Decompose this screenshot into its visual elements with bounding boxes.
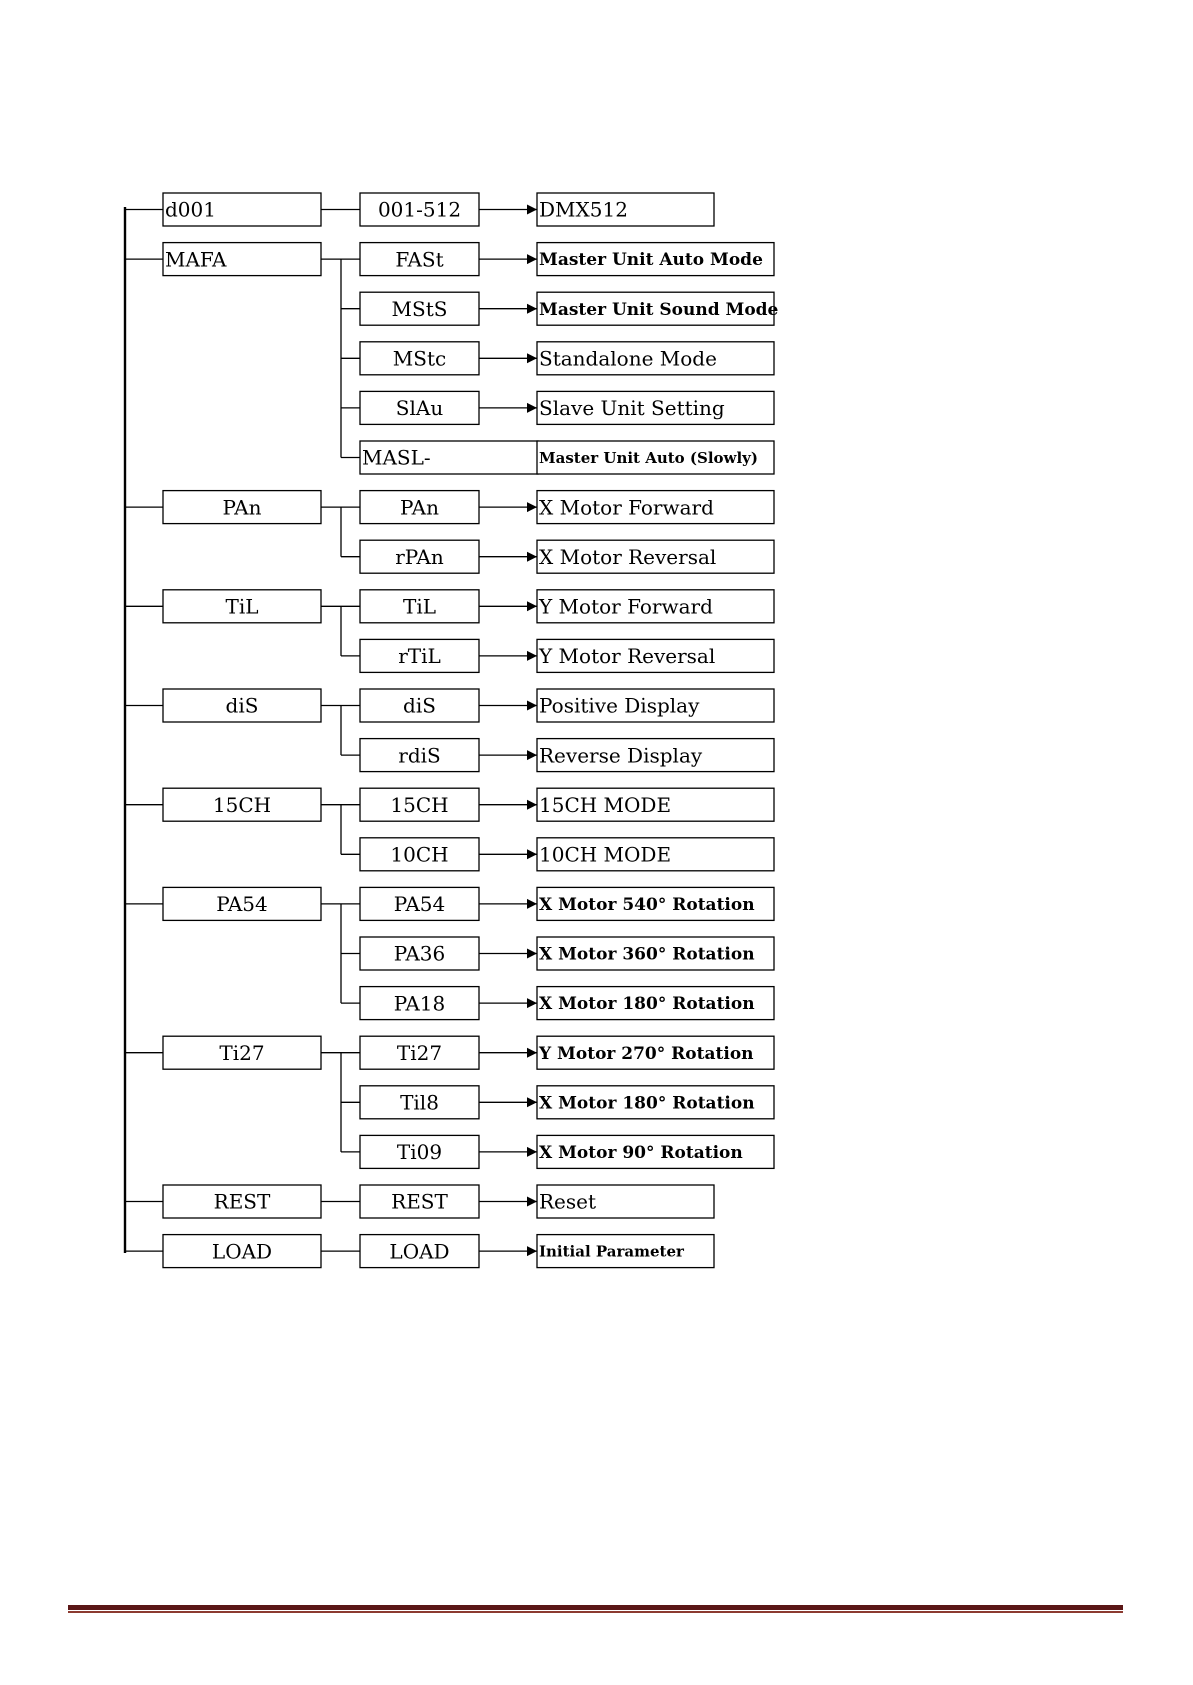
option-ti27-label: Ti27 [396,1040,443,1065]
result-6-0 [537,887,774,920]
arrow-head [527,1048,537,1058]
result-1-0 [537,243,774,276]
result-0-0-label: DMX512 [539,197,628,222]
menu-item-rest-label: REST [213,1189,271,1214]
result-5-1 [537,838,774,871]
result-6-2-label: X Motor 180° Rotation [539,994,755,1015]
result-5-0-label: 15CH MODE [539,792,672,817]
option-til-label: TiL [402,594,437,619]
result-1-2-label: Standalone Mode [539,346,717,371]
option-pan-label: PAn [400,495,439,520]
result-7-2 [537,1135,774,1168]
option-rtil-label: rTiL [398,644,441,669]
result-1-4 [537,441,774,474]
arrow-head [527,998,537,1008]
arrow-head [527,552,537,562]
option-pan [360,491,479,524]
result-3-0-label: Y Motor Forward [539,594,713,619]
option-dis-label: diS [403,693,436,718]
arrow-head [527,899,537,909]
option-til8-label: Til8 [400,1090,439,1115]
arrow-head [527,651,537,661]
menu-item-til-label: TiL [225,594,259,619]
diagram-nodes [163,193,779,1268]
result-6-1-label: X Motor 360° Rotation [539,944,755,965]
result-7-0-label: Y Motor 270° Rotation [539,1043,754,1064]
option-mstc [360,342,479,375]
arrow-head [527,849,537,859]
arrow-head [527,1147,537,1157]
arrow-head [527,1246,537,1256]
result-9-0-label: Initial Parameter [539,1242,684,1261]
option-rest [360,1185,479,1218]
result-2-1 [537,540,774,573]
result-8-0 [537,1185,714,1218]
option-msts [360,292,479,325]
option-10ch [360,838,479,871]
menu-item-ti27-label: Ti27 [219,1040,265,1065]
result-2-0 [537,491,774,524]
menu-item-15ch-label: 15CH [212,792,272,817]
arrow-head [527,949,537,959]
option-slau [360,391,479,424]
result-1-3 [537,391,774,424]
arrow-head [527,353,537,363]
option-pa18 [360,987,479,1020]
result-4-0-label: Positive Display [539,693,700,718]
option-fast [360,243,479,276]
result-7-1-label: X Motor 180° Rotation [539,1093,755,1114]
menu-item-load-label: LOAD [211,1239,273,1264]
menu-item-pan [163,491,321,524]
arrow-head [527,403,537,413]
result-7-1 [537,1086,774,1119]
result-5-1-label: 10CH MODE [539,842,672,867]
result-6-0-label: X Motor 540° Rotation [539,895,755,916]
result-3-0 [537,590,774,623]
arrow-head [527,701,537,711]
option-masl-label: MASL- [362,445,431,470]
option-pa36-label: PA36 [393,941,446,966]
result-7-2-label: X Motor 90° Rotation [539,1143,743,1164]
result-6-1 [537,937,774,970]
menu-item-rest [163,1185,321,1218]
option-ti09-label: Ti09 [396,1140,443,1165]
arrow-head [527,254,537,264]
result-6-2 [537,987,774,1020]
result-2-1-label: X Motor Reversal [539,544,717,569]
arrow-head [527,601,537,611]
result-9-0 [537,1235,714,1268]
arrow-head [527,1197,537,1207]
menu-item-ti27 [163,1036,321,1069]
option-001512-label: 001-512 [377,197,462,222]
menu-item-15ch [163,788,321,821]
option-rdis-label: rdiS [398,743,441,768]
option-rpan-label: rPAn [395,544,444,569]
result-8-0-label: Reset [539,1189,597,1214]
option-10ch-label: 10CH [390,842,449,867]
result-7-0 [537,1036,774,1069]
option-dis [360,689,479,722]
option-15ch [360,788,479,821]
result-1-4-label: Master Unit Auto (Slowly) [539,448,758,467]
option-rpan [360,540,479,573]
menu-item-pan-label: PAn [222,495,262,520]
option-15ch-label: 15CH [390,792,449,817]
result-3-1 [537,639,774,672]
footer-rule [68,1605,1123,1610]
option-til [360,590,479,623]
option-ti27 [360,1036,479,1069]
result-4-1 [537,739,774,772]
result-1-0-label: Master Unit Auto Mode [539,250,763,271]
menu-item-load [163,1235,321,1268]
menu-item-pa54-label: PA54 [216,892,268,917]
arrow-head [527,1097,537,1107]
result-1-1-label: Master Unit Sound Mode [539,299,779,320]
option-pa54-label: PA54 [393,892,446,917]
option-pa18-label: PA18 [393,991,446,1016]
result-5-0 [537,788,774,821]
option-load [360,1235,479,1268]
option-til8 [360,1086,479,1119]
option-pa36 [360,937,479,970]
option-rdis [360,739,479,772]
option-mstc-label: MStc [392,346,447,371]
option-pa54 [360,887,479,920]
option-msts-label: MStS [391,296,448,321]
option-load-label: LOAD [389,1239,450,1264]
menu-item-dis-label: diS [225,693,259,718]
menu-item-til [163,590,321,623]
option-masl [360,441,538,474]
footer-rule-accent [68,1611,1123,1613]
option-slau-label: SlAu [395,396,444,421]
result-4-0 [537,689,774,722]
result-0-0 [537,193,714,226]
option-fast-label: FASt [395,247,444,272]
menu-item-mafa-label: MAFA [165,247,227,272]
arrow-head [527,304,537,314]
menu-item-d001-label: d001 [165,197,216,222]
option-rtil [360,639,479,672]
arrow-head [527,502,537,512]
option-001512 [360,193,479,226]
menu-item-d001 [163,193,321,226]
arrow-head [527,800,537,810]
menu-item-dis [163,689,321,722]
arrow-head [527,205,537,215]
result-1-1 [537,292,779,325]
result-3-1-label: Y Motor Reversal [539,644,716,669]
result-1-3-label: Slave Unit Setting [539,396,725,421]
result-2-0-label: X Motor Forward [539,495,714,520]
menu-item-pa54 [163,887,321,920]
result-4-1-label: Reverse Display [539,743,703,768]
option-ti09 [360,1135,479,1168]
option-rest-label: REST [391,1189,448,1214]
menu-item-mafa [163,243,321,276]
result-1-2 [537,342,774,375]
arrow-head [527,750,537,760]
